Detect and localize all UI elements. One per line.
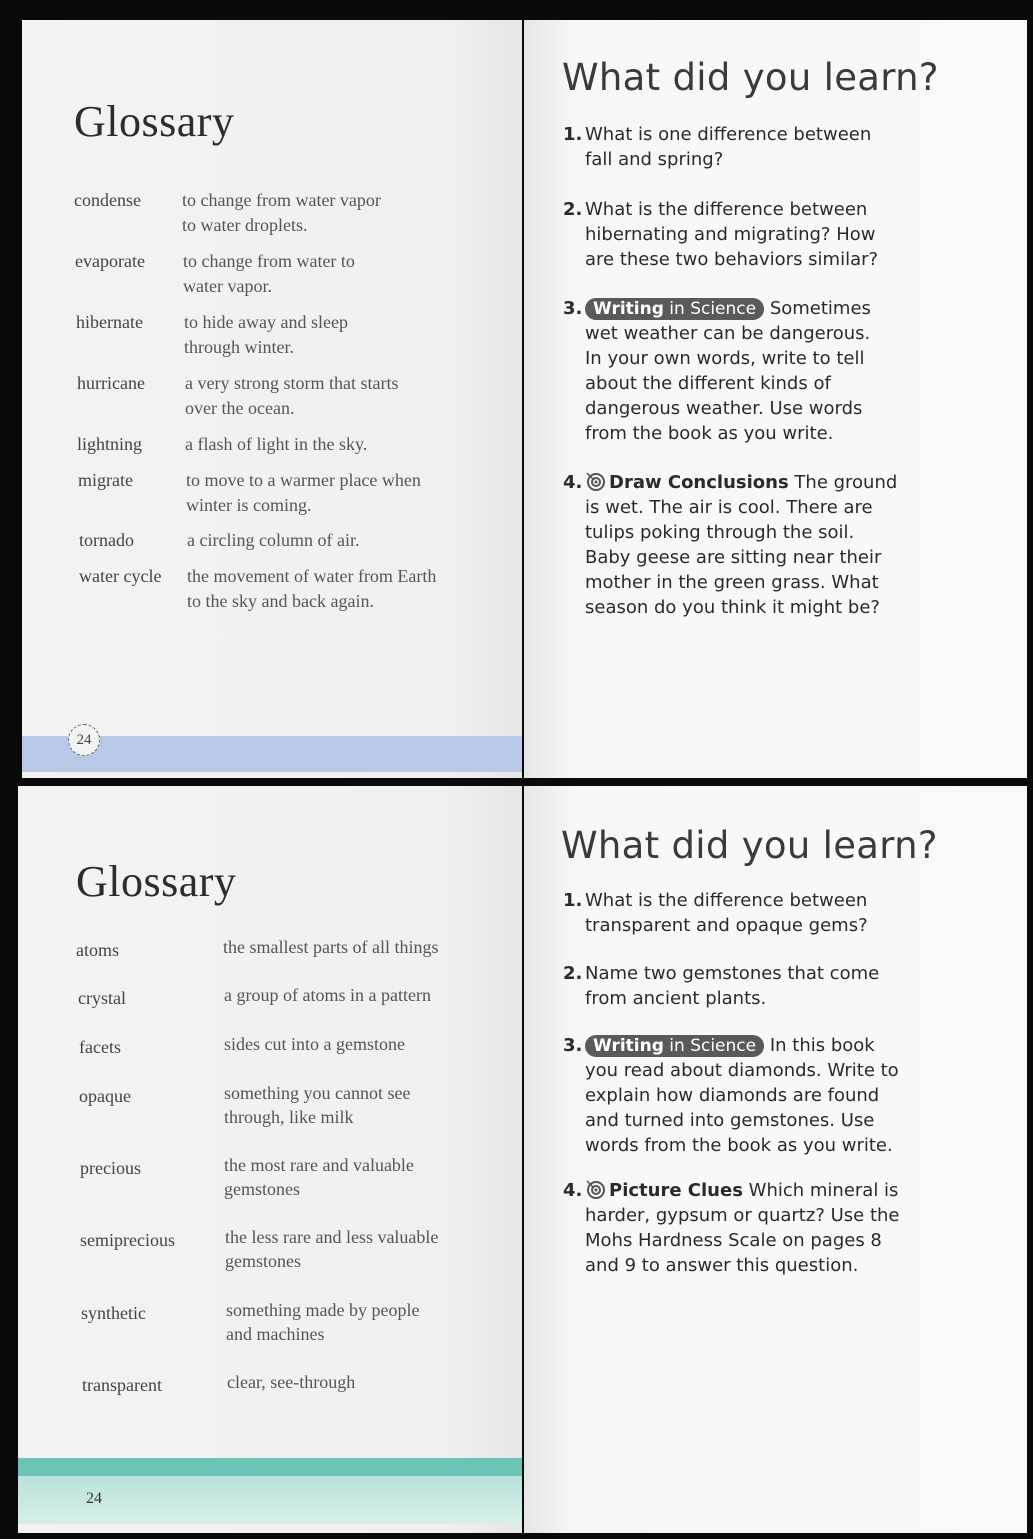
- question-number: 1.: [563, 890, 583, 911]
- glossary-definition-cont: winter is coming.: [186, 495, 312, 515]
- glossary-term: semiprecious: [80, 1230, 175, 1250]
- question-line: about the different kinds of: [585, 373, 831, 394]
- question-number: 2.: [563, 963, 583, 984]
- question-line: is wet. The air is cool. There are: [585, 497, 873, 518]
- glossary-definition: to hide away and sleep: [184, 312, 348, 332]
- glossary-term: hurricane: [77, 373, 145, 393]
- question-line: What is one difference between: [585, 124, 872, 145]
- question-number: 4.: [563, 472, 583, 493]
- learn-title: What did you learn?: [561, 824, 938, 867]
- question-first-line: In this book: [764, 1035, 875, 1056]
- writing-in-science-badge: [585, 1035, 764, 1057]
- glossary-definition: a flash of light in the sky.: [185, 434, 368, 454]
- question-first-line: The ground: [788, 472, 898, 493]
- glossary-definition-cont: through winter.: [184, 337, 294, 357]
- glossary-definition: to move to a warmer place when: [186, 470, 421, 490]
- question-line: season do you think it might be?: [585, 597, 880, 618]
- question-line: In your own words, write to tell: [585, 348, 865, 369]
- question-line: What is the difference between: [585, 890, 868, 911]
- question-item: [563, 296, 983, 446]
- question-item: [563, 122, 983, 172]
- glossary-definition: to change from water to: [183, 251, 355, 271]
- glossary-definition: the most rare and valuable: [224, 1155, 414, 1175]
- top-questions-page: [524, 20, 1027, 778]
- target-icon: [585, 471, 605, 491]
- question-number: 3.: [563, 1035, 583, 1056]
- page-color-band: [18, 1458, 522, 1476]
- glossary-definition: a circling column of air.: [187, 530, 360, 550]
- bottom-glossary-page: [18, 786, 522, 1533]
- glossary-term: tornado: [79, 530, 134, 550]
- question-first-line: Which mineral is: [742, 1180, 899, 1201]
- glossary-term: synthetic: [81, 1303, 146, 1323]
- question-item: [563, 961, 983, 1011]
- glossary-definition: the smallest parts of all things: [223, 937, 439, 957]
- glossary-definition: sides cut into a gemstone: [224, 1034, 405, 1054]
- glossary-term: migrate: [78, 470, 133, 490]
- question-number: 3.: [563, 298, 583, 319]
- glossary-definition: a very strong storm that starts: [185, 373, 399, 393]
- question-first-line: Sometimes: [764, 298, 871, 319]
- learn-title: What did you learn?: [562, 56, 939, 99]
- question-line: hibernating and migrating? How: [585, 224, 876, 245]
- glossary-definition-cont: gemstones: [224, 1179, 300, 1199]
- badge-thin: in Science: [663, 1036, 757, 1056]
- glossary-definition-cont: to the sky and back again.: [187, 591, 374, 611]
- glossary-term: precious: [80, 1158, 141, 1178]
- question-line: fall and spring?: [585, 149, 724, 170]
- question-line: What is the difference between: [585, 199, 868, 220]
- question-line: words from the book as you write.: [585, 1135, 893, 1156]
- question-line: wet weather can be dangerous.: [585, 323, 871, 344]
- question-item: [563, 197, 983, 272]
- glossary-definition: to change from water vapor: [182, 190, 381, 210]
- glossary-term: lightning: [77, 434, 143, 454]
- question-number: 1.: [563, 124, 583, 145]
- bottom-questions-page: [524, 786, 1027, 1533]
- glossary-term: condense: [74, 190, 141, 210]
- target-icon: [585, 1179, 605, 1199]
- glossary-term: water cycle: [79, 566, 162, 586]
- glossary-term: crystal: [78, 988, 126, 1008]
- glossary-definition-cont: through, like milk: [224, 1107, 354, 1127]
- glossary-definition: the less rare and less valuable: [225, 1227, 439, 1247]
- glossary-term: atoms: [76, 940, 119, 960]
- question-line: from the book as you write.: [585, 423, 834, 444]
- glossary-term: transparent: [82, 1375, 162, 1395]
- question-line: harder, gypsum or quartz? Use the: [585, 1205, 900, 1226]
- glossary-definition: a group of atoms in a pattern: [224, 985, 431, 1005]
- question-number: 4.: [563, 1180, 583, 1201]
- skill-label: Picture Clues: [609, 1180, 743, 1201]
- glossary-term: facets: [79, 1037, 121, 1057]
- glossary-term: hibernate: [76, 312, 143, 332]
- question-line: Name two gemstones that come: [585, 963, 880, 984]
- question-item: [563, 1178, 983, 1278]
- glossary-definition-cont: over the ocean.: [185, 398, 295, 418]
- question-line: and turned into gemstones. Use: [585, 1110, 875, 1131]
- question-line: explain how diamonds are found: [585, 1085, 880, 1106]
- glossary-definition: clear, see-through: [227, 1372, 356, 1392]
- question-line: mother in the green grass. What: [585, 572, 879, 593]
- badge-thin: in Science: [663, 299, 757, 319]
- question-item: [563, 470, 983, 620]
- question-line: tulips poking through the soil.: [585, 522, 855, 543]
- glossary-title: Glossary: [76, 857, 237, 906]
- skill-label: Draw Conclusions: [609, 472, 789, 493]
- question-line: Baby geese are sitting near their: [585, 547, 882, 568]
- question-number: 2.: [563, 199, 583, 220]
- badge-bold: Writing: [593, 299, 664, 319]
- glossary-definition: the movement of water from Earth: [187, 566, 437, 586]
- writing-in-science-badge: [585, 298, 764, 320]
- glossary-definition-cont: and machines: [226, 1324, 325, 1344]
- glossary-definition-cont: gemstones: [225, 1251, 301, 1271]
- question-item: [563, 888, 983, 938]
- glossary-term: opaque: [79, 1086, 131, 1106]
- glossary-definition: something made by people: [226, 1300, 420, 1320]
- question-line: you read about diamonds. Write to: [585, 1060, 899, 1081]
- glossary-definition-cont: water vapor.: [183, 276, 272, 296]
- question-line: and 9 to answer this question.: [585, 1255, 859, 1276]
- question-line: transparent and opaque gems?: [585, 915, 868, 936]
- glossary-term: evaporate: [75, 251, 145, 271]
- glossary-definition-cont: to water droplets.: [182, 215, 308, 235]
- question-line: Mohs Hardness Scale on pages 8: [585, 1230, 882, 1251]
- question-line: dangerous weather. Use words: [585, 398, 863, 419]
- glossary-title: Glossary: [74, 97, 235, 146]
- page-number: 24: [68, 724, 100, 756]
- question-line: are these two behaviors similar?: [585, 249, 879, 270]
- page-number: 24: [86, 1490, 102, 1507]
- badge-bold: Writing: [593, 1036, 664, 1056]
- glossary-definition: something you cannot see: [224, 1083, 411, 1103]
- top-glossary-page: [22, 20, 522, 778]
- question-line: from ancient plants.: [585, 988, 767, 1009]
- question-item: [563, 1033, 983, 1158]
